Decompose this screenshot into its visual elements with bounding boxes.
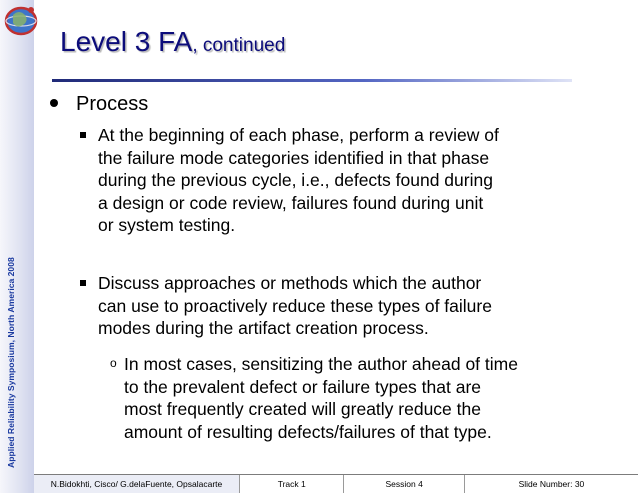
text-line: can use to proactively reduce these types of failure xyxy=(98,295,492,316)
bullet-process xyxy=(50,93,148,116)
symposium-globe-logo-icon xyxy=(1,1,41,41)
text-line: At the beginning of each phase, perform a review of xyxy=(98,125,499,145)
bullet-dot-icon xyxy=(50,99,58,107)
circle-bullet-icon: o xyxy=(110,356,117,370)
text-line: modes during the artifact creation process. xyxy=(98,318,429,339)
text-line: amount of resulting defects/failures of that type. xyxy=(124,421,492,442)
slide-title xyxy=(60,26,285,58)
bullet-label: Process xyxy=(76,93,149,115)
text-line: the failure mode categories identified in that phase xyxy=(98,147,490,168)
sub-bullet-review-text xyxy=(98,124,499,237)
footer-slide-number: Slide Number: 30 xyxy=(518,479,585,489)
text-line: or system testing. xyxy=(98,215,236,236)
text-line: Discuss approaches or methods which the author xyxy=(98,273,482,293)
footer-authors: N.Bidokhti, Cisco/ G.delaFuente, Opsalacarte xyxy=(34,475,240,493)
text-line: during the previous cycle, i.e., defects found during xyxy=(98,170,493,191)
text-line: In most cases, sensitizing the author ahead of time xyxy=(124,354,518,374)
square-bullet-icon xyxy=(80,280,86,286)
square-bullet-icon xyxy=(80,132,86,138)
nested-bullet-text xyxy=(124,353,518,443)
text-line: a design or code review, failures found during unit xyxy=(98,192,484,213)
text-line: most frequently created will greatly reduce the xyxy=(124,399,481,420)
sidebar-caption: Applied Reliability Symposium, North America 2008 xyxy=(6,257,16,468)
sidebar xyxy=(0,0,34,493)
footer-session: Session 4 xyxy=(344,475,464,493)
title-underline xyxy=(52,79,572,82)
slide-footer xyxy=(34,474,638,493)
slide-title-suffix: , continued xyxy=(192,35,286,56)
sub-bullet-discuss-text xyxy=(98,272,492,340)
slide-title-main: Level 3 FA xyxy=(60,26,193,57)
footer-track: Track 1 xyxy=(240,475,344,493)
text-line: to the prevalent defect or failure types that are xyxy=(124,376,482,397)
